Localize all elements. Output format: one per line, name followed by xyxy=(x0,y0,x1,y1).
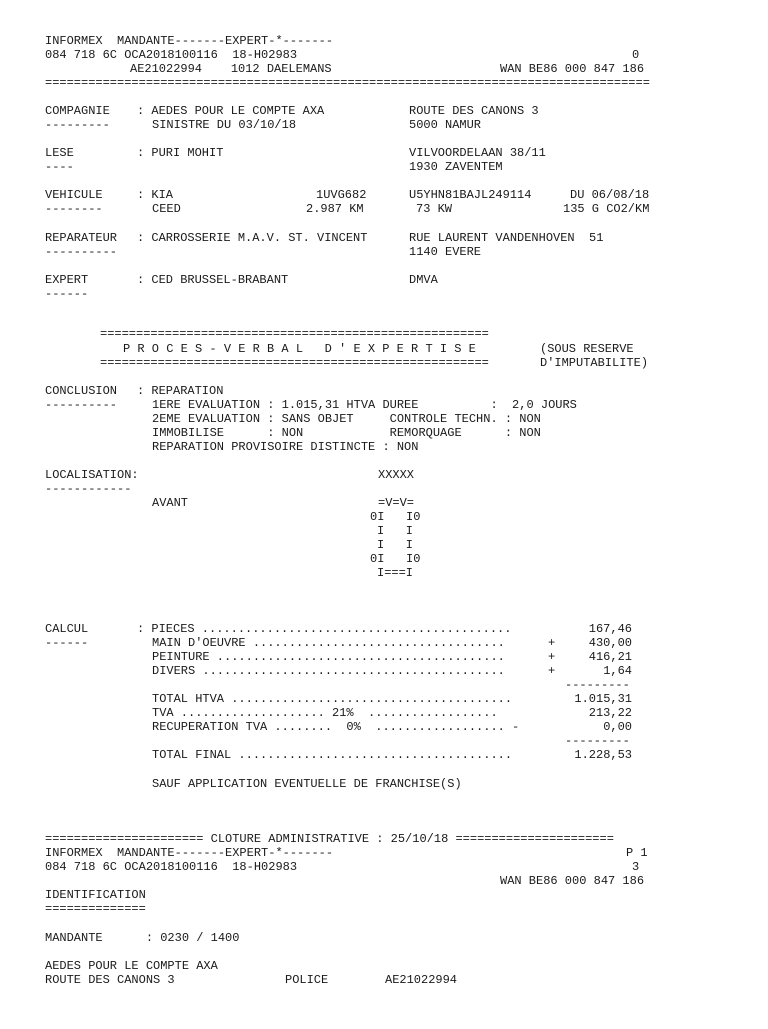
calcul-line-5 xyxy=(0,678,768,692)
header-line-1 xyxy=(0,34,768,48)
localisation-marks: XXXXX xyxy=(378,468,415,482)
conclusion-immobilise: IMMOBILISE : NON REMORQUAGE : NON xyxy=(152,426,541,440)
pv-note-2: D'IMPUTABILITE) xyxy=(540,356,649,370)
compagnie-address-1: ROUTE DES CANONS 3 xyxy=(409,104,539,118)
calcul-line-6 xyxy=(0,692,768,706)
conclusion-provisoire: REPARATION PROVISOIRE DISTINCTE : NON xyxy=(152,440,419,454)
localisation-line-5 xyxy=(0,524,768,538)
calcul-row-main-doeuvre-amount: 430,00 xyxy=(588,636,632,650)
conclusion-line-4 xyxy=(0,426,768,440)
reparateur-address-1: RUE LAURENT VANDENHOVEN 51 xyxy=(409,231,604,245)
lese-line-2 xyxy=(0,160,768,174)
conclusion-label: CONCLUSION xyxy=(45,384,118,398)
vehicule-model: CEED xyxy=(152,202,181,216)
vehicule-km: 2.987 KM xyxy=(306,202,364,216)
conclusion-first-evaluation: 1ERE EVALUATION : 1.015,31 HTVA DUREE : 2,0 JOURS xyxy=(152,398,577,412)
calcul-total-htva-text: TOTAL HTVA ....................................... xyxy=(152,692,513,706)
vehicle-diagram-front: =V=V= xyxy=(378,496,415,510)
cloture-iban: WAN BE86 000 847 186 xyxy=(500,874,645,888)
header-reference: 084 718 6C OCA2018100116 18-H02983 xyxy=(45,48,298,62)
header-separator-row xyxy=(0,76,768,90)
header-line-2 xyxy=(0,48,768,62)
calcul-recuperation-text: RECUPERATION TVA ........ 0% .................. - xyxy=(152,720,520,734)
conclusion-line-5 xyxy=(0,440,768,454)
compagnie-underline: --------- xyxy=(45,118,110,132)
cloture-line-7 xyxy=(0,931,768,945)
localisation-line-4 xyxy=(0,510,768,524)
identification-heading: IDENTIFICATION xyxy=(45,888,146,902)
calcul-line-1 xyxy=(0,622,768,636)
calcul-row-divers-amount: 1,64 xyxy=(603,664,632,678)
localisation-label: LOCALISATION: xyxy=(45,468,139,482)
calcul-line-9 xyxy=(0,734,768,748)
calcul-total-htva-amount: 1.015,31 xyxy=(574,692,632,706)
vehicle-diagram-row-4: 0I I0 xyxy=(370,552,421,566)
calcul-line-4 xyxy=(0,664,768,678)
localisation-line-6 xyxy=(0,538,768,552)
calcul-tva-text: TVA .................... 21% .................. xyxy=(152,706,498,720)
calcul-total-final-amount: 1.228,53 xyxy=(574,748,632,762)
cloture-informex: INFORMEX MANDANTE-------EXPERT-*------- xyxy=(45,846,334,860)
expert-extra: DMVA xyxy=(409,273,438,287)
compagnie-sinistre: SINISTRE DU 03/10/18 xyxy=(152,118,297,132)
compagnie-value: : AEDES POUR LE COMPTE AXA xyxy=(137,104,325,118)
lese-underline: ---- xyxy=(45,160,74,174)
pv-separator-bottom: ====================================================== xyxy=(100,356,489,370)
calcul-row-peinture-amount: 416,21 xyxy=(588,650,632,664)
cloture-line-5 xyxy=(0,888,768,902)
cloture-page-number: P 1 xyxy=(626,846,648,860)
cloture-line-6 xyxy=(0,902,768,916)
vehicule-underline: -------- xyxy=(45,202,103,216)
expert-line-2 xyxy=(0,287,768,301)
calcul-line-11 xyxy=(0,777,768,791)
compagnie-line-2 xyxy=(0,118,768,132)
localisation-line-7 xyxy=(0,552,768,566)
calcul-recuperation-amount: 0,00 xyxy=(603,720,632,734)
expert-label: EXPERT xyxy=(45,273,89,287)
localisation-line-8 xyxy=(0,566,768,580)
pv-separator-top: ====================================================== xyxy=(100,327,489,341)
compagnie-line-1 xyxy=(0,104,768,118)
calcul-row-peinture-text: PEINTURE ........................................ xyxy=(152,650,505,664)
cloture-line-3 xyxy=(0,860,768,874)
calcul-row-main-doeuvre-text: MAIN D'OEUVRE ................................... xyxy=(152,636,505,650)
calcul-line-2 xyxy=(0,636,768,650)
vehicule-co2: 135 G CO2/KM xyxy=(563,202,650,216)
header-separator: ==================================================================================== xyxy=(45,76,650,90)
pv-title: P R O C E S - V E R B A L D ' E X P E R T I S E xyxy=(123,342,476,356)
calcul-row-peinture-op: + xyxy=(548,650,556,664)
calcul-line-8 xyxy=(0,720,768,734)
calcul-franchise-note: SAUF APPLICATION EVENTUELLE DE FRANCHISE(S) xyxy=(152,777,462,791)
calcul-underline: ------ xyxy=(45,636,89,650)
localisation-underline: ------------ xyxy=(45,482,132,496)
calcul-row-divers-text: DIVERS .......................................... xyxy=(152,664,505,678)
vehicule-line-2 xyxy=(0,202,768,216)
localisation-line-2 xyxy=(0,482,768,496)
compagnie-label: COMPAGNIE xyxy=(45,104,110,118)
header-policy: AE21022994 1012 DAELEMANS xyxy=(130,62,332,76)
cloture-line-1 xyxy=(0,832,768,846)
cloture-reference: 084 718 6C OCA2018100116 18-H02983 xyxy=(45,860,298,874)
compagnie-address-2: 5000 NAMUR xyxy=(409,118,482,132)
conclusion-line-3 xyxy=(0,412,768,426)
conclusion-underline: ---------- xyxy=(45,398,118,412)
cloture-line-9 xyxy=(0,973,768,987)
localisation-avant: AVANT xyxy=(152,496,189,510)
expert-underline: ------ xyxy=(45,287,89,301)
pv-note-1: (SOUS RESERVE xyxy=(540,342,634,356)
lese-value: : PURI MOHIT xyxy=(137,146,224,160)
header-informex: INFORMEX MANDANTE-------EXPERT-*------- xyxy=(45,34,334,48)
conclusion-line-1 xyxy=(0,384,768,398)
vehicle-diagram-row-2: I I xyxy=(377,524,414,538)
conclusion-value: : REPARATION xyxy=(137,384,224,398)
mandante-value: MANDANTE : 0230 / 1400 xyxy=(45,931,240,945)
calcul-row-pieces-text: : PIECES ........................................... xyxy=(137,622,512,636)
cloture-line-8 xyxy=(0,959,768,973)
calcul-row-divers-op: + xyxy=(548,664,556,678)
calcul-row-main-doeuvre-op: + xyxy=(548,636,556,650)
vehicule-vin: U5YHN81BAJL249114 xyxy=(409,188,532,202)
cloture-line-4 xyxy=(0,874,768,888)
pv-bottom-rule xyxy=(0,356,768,370)
vehicule-kw: 73 KW xyxy=(416,202,453,216)
vehicule-make: : KIA xyxy=(137,188,174,202)
cloture-line-2 xyxy=(0,846,768,860)
calcul-line-10 xyxy=(0,748,768,762)
expert-line-1 xyxy=(0,273,768,287)
vehicle-diagram-row-3: I I xyxy=(377,538,414,552)
reparateur-line-1 xyxy=(0,231,768,245)
vehicule-label: VEHICULE xyxy=(45,188,103,202)
localisation-line-3 xyxy=(0,496,768,510)
header-iban: WAN BE86 000 847 186 xyxy=(500,62,645,76)
calcul-subtotal-rule: --------- xyxy=(565,678,630,692)
identification-underline: ============== xyxy=(45,902,146,916)
reparateur-value: : CARROSSERIE M.A.V. ST. VINCENT xyxy=(137,231,368,245)
lese-address-2: 1930 ZAVENTEM xyxy=(409,160,503,174)
vehicule-line-1 xyxy=(0,188,768,202)
mandante-company: AEDES POUR LE COMPTE AXA xyxy=(45,959,218,973)
vehicule-date: DU 06/08/18 xyxy=(570,188,650,202)
vehicle-diagram-rear: I===I xyxy=(377,566,414,580)
pv-title-row xyxy=(0,342,768,356)
police-label: POLICE xyxy=(285,973,329,987)
police-number: AE21022994 xyxy=(385,973,458,987)
mandante-address: ROUTE DES CANONS 3 xyxy=(45,973,175,987)
vehicle-diagram-row-1: 0I I0 xyxy=(370,510,421,524)
expert-value: : CED BRUSSEL-BRABANT xyxy=(137,273,289,287)
conclusion-second-evaluation: 2EME EVALUATION : SANS OBJET CONTROLE TECHN. : NON xyxy=(152,412,541,426)
lese-address-1: VILVOORDELAAN 38/11 xyxy=(409,146,546,160)
reparateur-line-2 xyxy=(0,245,768,259)
header-line-3 xyxy=(0,62,768,76)
reparateur-underline: ---------- xyxy=(45,245,118,259)
localisation-line-1 xyxy=(0,468,768,482)
lese-label: LESE xyxy=(45,146,74,160)
header-counter: 0 xyxy=(632,48,640,62)
calcul-label: CALCUL xyxy=(45,622,89,636)
cloture-banner: ====================== CLOTURE ADMINISTRATIVE : 25/10/18 ====================== xyxy=(45,832,614,846)
conclusion-line-2 xyxy=(0,398,768,412)
vehicule-plate: 1UVG682 xyxy=(316,188,367,202)
calcul-tva-amount: 213,22 xyxy=(588,706,632,720)
calcul-line-3 xyxy=(0,650,768,664)
pv-top-rule xyxy=(0,327,768,341)
calcul-row-pieces-amount: 167,46 xyxy=(588,622,632,636)
calcul-total-final-text: TOTAL FINAL ...................................... xyxy=(152,748,513,762)
calcul-total-rule: --------- xyxy=(565,734,630,748)
lese-line-1 xyxy=(0,146,768,160)
reparateur-label: REPARATEUR xyxy=(45,231,118,245)
reparateur-address-2: 1140 EVERE xyxy=(409,245,482,259)
calcul-line-7 xyxy=(0,706,768,720)
cloture-counter: 3 xyxy=(632,860,640,874)
